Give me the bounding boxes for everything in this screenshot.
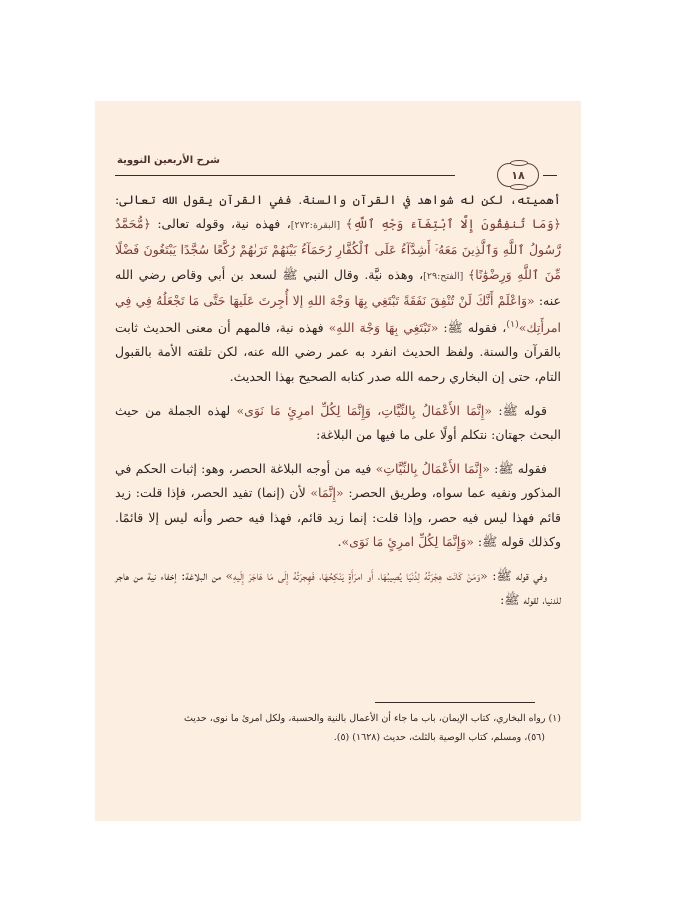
page-number: ١٨ (511, 169, 525, 182)
running-title: شرح الأربعين النووية (117, 155, 220, 166)
verse-reference: [البقرة:٢٧٢] (290, 220, 346, 232)
page-number-ornament (497, 163, 539, 187)
paragraph-2 (115, 399, 561, 447)
footnote-marker[interactable]: (١) (506, 319, 519, 331)
page-header (113, 153, 563, 187)
main-text (115, 188, 561, 612)
hadith-quote: «وَإِنَّمَا لِكُلِّ امرِئٍ مَا نَوَى» (341, 533, 474, 549)
text: وفي قوله ﷺ: (487, 568, 547, 583)
text: ، وهذه نيَّة. وقال النبي ﷺ لسعد بن أبي وقاص رضي الله عنه: (115, 266, 561, 308)
verse-reference: [الفتح:٢٩] (423, 270, 468, 282)
hadith-quote: «وَمَنْ كَانَت هِجْرَتُهُ لِدُنْيَا يُصِيبُهَا، أَو امرَأَةٍ يَنْكِحُهَا، فَهِجرَتُهُ إِلَى مَا هَاجَرَ إِلَيهِ» (225, 568, 488, 583)
hadith-quote: «إِنَّمَا الأَعْمَالُ بِالنِّيَّاتِ» (375, 461, 490, 477)
footnote-text: (١) رواه البخاري، كتاب الإيمان، باب ما جاء أن الأعمال بالنية والحسبة، ولكل امرئ ما نوى، حديث (183, 713, 561, 724)
paragraph-4 (115, 564, 561, 612)
text: ، فقوله ﷺ: (438, 320, 507, 336)
quran-verse: ﴿مُّحَمَّدٌ رَّسُولُ ٱللَّهِ وَٱلَّذِينَ مَعَهُۥٓ أَشِدَّآءُ عَلَى ٱلْكُفَّارِ رُحَمَآءُ بَيْنَهُمْ تَرَىٰهُمْ رُكَّعًا سُجَّدًا يَبْتَغُونَ فَضْلًا مِّنَ ٱللَّهِ وَرِضْوَٰنًا﴾ (115, 216, 561, 282)
hadith-quote: «إِنَّمَا الأَعْمَالُ بِالنِّيَّاتِ، وَإِنَّمَا لِكُلِّ امرِئٍ مَا نَوَى» (236, 402, 493, 418)
text: لأن (إنما) تفيد الحصر، فإذا قلت: زيد قائم فهذا ليس فيه حصر، وإذا قلت: إنما زيد قائم، فهذا فيه حصر وأنه ليس إلا قائمًا. وكذلك قوله ﷺ: (115, 485, 561, 549)
footnote-1 (115, 709, 561, 747)
text: فهذه نية، فالمهم أن معنى الحديث ثابت بالقرآن والسنة. ولفظ الحديث انفرد به عمر رضي الله عنه، لكن تلقته الأمة بالقبول التام، حتى إن البخاري رحمه الله صدر كتابه الصحيح بهذا الحديث. (115, 320, 561, 384)
text: ، فهذه نية، وقوله تعالى: (150, 216, 291, 232)
header-dash (543, 175, 557, 176)
book-page (95, 101, 581, 821)
hadith-quote: «تَبْتَغِي بِهَا وَجْهَ اللهِ» (328, 320, 439, 336)
text: أهميته، لكن له شواهد في القرآن والسنة. ففي القرآن يقول الله تعالى: (115, 192, 561, 207)
footnotes (115, 709, 561, 747)
hadith-quote: «إِنَّمَا» (310, 485, 344, 501)
text: قوله ﷺ: (492, 402, 547, 418)
header-rule (115, 175, 455, 176)
text: لهذه الجملة من حيث البحث جهتان: نتكلم أولًا على ما فيها من البلاغة: (115, 402, 561, 442)
footnote-separator (375, 702, 535, 703)
paragraph-3 (115, 457, 561, 554)
paragraph-1 (115, 188, 561, 389)
text: فقوله ﷺ: (489, 461, 548, 477)
quran-verse: ﴿وَمَا تُنفِقُونَ إِلَّا ٱبْتِغَآءَ وَجْهِ ٱللَّهِ﴾ (345, 216, 561, 232)
text: . (337, 533, 342, 549)
hadith-quote: «وَاعْلَمْ أَنَّكَ لَنْ تُنْفِقَ نَفَقَةً تَبْتَغِي بِهَا وَجْهَ اللهِ إلا أُجِرتَ عَلَيهَا حَتَّى مَا تَجْعَلُهُ فِي فِي امرأَتِك» (115, 292, 561, 336)
text: فيه من أوجه البلاغة الحصر، وهو: إثبات الحكم في المذكور ونفيه عما سواه، وطريق الحصر: (115, 461, 562, 501)
text: من البلاغة: إخفاء نية من هاجر للدنيا، لقوله ﷺ: (115, 568, 561, 608)
footnote-text-continued: (٥٦)، ومسلم، كتاب الوصية بالثلث، حديث (١٦٢٨) (٥). (333, 732, 545, 743)
